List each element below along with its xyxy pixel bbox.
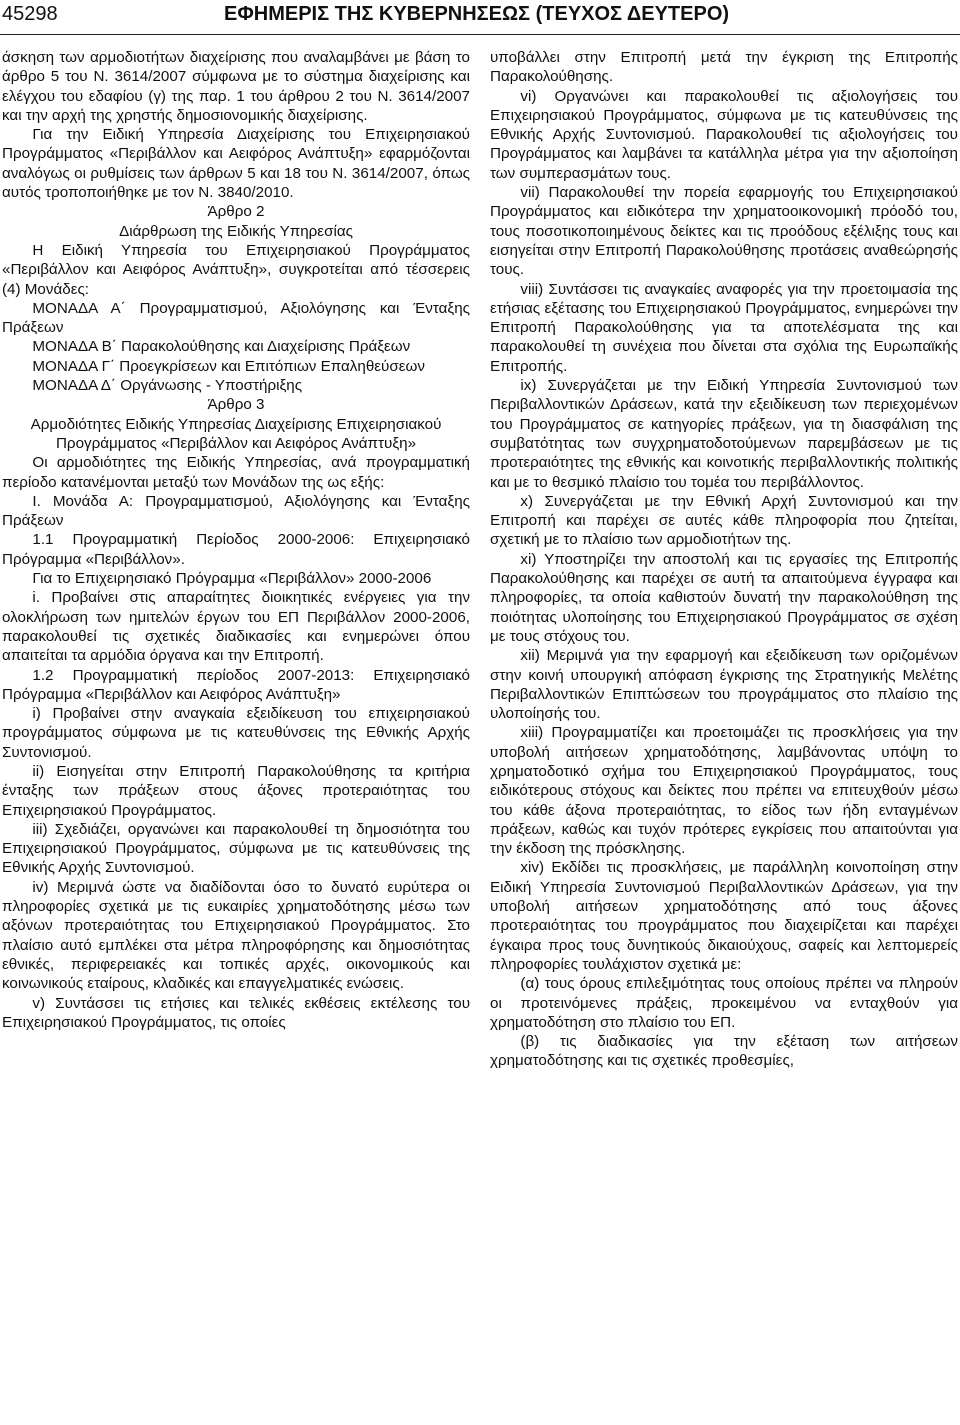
paragraph: Η Ειδική Υπηρεσία του Επιχειρησιακού Προγράμματος «Περιβάλλον και Αειφόρος Ανάπτυξη», συγκροτείται από τέσσερεις (4) Μονάδες: [2,241,470,298]
paragraph: Ι. Μονάδα Α: Προγραμματισμού, Αξιολόγησης και Ένταξης Πράξεων [2,492,470,530]
paragraph: Για το Επιχειρησιακό Πρόγραμμα «Περιβάλλον» 2000-2006 [32,570,432,588]
paragraph: i. Προβαίνει στις απαραίτητες διοικητικές ενέργειες για την ολοκλήρωση των ημιτελών έργων του ΕΠ Περιβάλλον 2000-2006, παρακολουθεί τις σχετικές διαδικασίες και ενημερώνει όπου απαιτείται τα αρμόδια όργανα και την Επιτροπή. [2,589,470,665]
paragraph: 1.2 Προγραμματική περίοδος 2007-2013: Επιχειρησιακό Πρόγραμμα «Περιβάλλον και Αειφόρος Ανάπτυξη» [2,666,470,703]
paragraph: (β) τις διαδικασίες για την εξέταση των αιτήσεων χρηματοδότησης και τις σχετικές προθεσμίες, [490,1033,958,1070]
paragraph: vi) Οργανώνει και παρακολουθεί τις αξιολογήσεις του Επιχειρησιακού Προγράμματος, σύμφωνα με τις κατευθύνσεις της Εθνικής Αρχής Συντονισμού. Παρακολουθεί τις αξιολογήσεις του Προγράμματος και λαμβάνει τα κατάλληλα μέτρα για την αξιοποίηση των συμπερασμάτων τους. [490,87,958,182]
paragraph: vii) Παρακολουθεί την πορεία εφαρμογής του Επιχειρησιακού Προγράμματος και ειδικότερα την χρηματοοικονομική πρόοδό του, τους ποσοτικοποιημένους δείκτες και τις προόδους εξέλιξης τους και εισηγείται στην Επιτροπή Παρακολούθησης προτάσεις αναθεώρησής τους. [490,184,958,279]
paragraph: ii) Εισηγείται στην Επιτροπή Παρακολούθησης τα κριτήρια ένταξης των πράξεων στους άξονες προτεραιότητας του Επιχειρησιακού Προγράμματος. [2,762,470,819]
page-number: 45298 [2,3,58,25]
paragraph: iii) Σχεδιάζει, οργανώνει και παρακολουθεί τη δημοσιότητα του Επιχειρησιακού Προγράμματος, σύμφωνα με τις κατευθύνσεις της Εθνικής Αρχής Συντονισμού. [2,820,470,877]
paragraph: ix) Συνεργάζεται με την Ειδική Υπηρεσία Συντονισμού των Περιβαλλοντικών Δράσεων, κατά την εξειδίκευση των περιεχομένων του Προγράμματος σε κατηγορίες πράξεων, για τη διασφάλιση της συμβατότητας των συγχρηματοδοτούμενων παρεμβάσεων με τις προτεραιότητες της εθνικής και κοινοτικής περιβαλλοντικής πολιτικής και με το θεσμικό πλαίσιο του τομέα του περιβάλλοντος. [490,377,958,491]
section-heading: Διάρθρωση της Ειδικής Υπηρεσίας [119,222,353,240]
left-column [2,48,470,1032]
section-heading: Αρμοδιότητες Ειδικής Υπηρεσίας Διαχείρισης Επιχειρησιακού Προγράμματος «Περιβάλλον και Αειφόρος Ανάπτυξη» [30,415,442,452]
page-header [0,0,960,35]
paragraph: xiii) Προγραμματίζει και προετοιμάζει τις προσκλήσεις για την υποβολή αιτήσεων χρηματοδότησης, λαμβάνοντας υπόψη το χρηματοδοτικό σχήμα του Επιχειρησιακού Προγράμματος, τους ειδικότερους στόχους και δείκτες που πρέπει να επιτευχθούν μέσω του κάθε άξονα προτεραιότητας, το είδος των ήδη ενταγμένων πράξεων, καθώς και τυχόν πρότερες εγκρίσεις που απαιτούνται για την έκδοση της πρόσκλησης. [490,724,958,858]
paragraph: άσκηση των αρμοδιοτήτων διαχείρισης που αναλαμβάνει με βάση το άρθρο 5 του Ν. 3614/2007 σύμφωνα με το σύστημα διαχείρισης και ελέγχου του εδαφίου (γ) της παρ. 1 του άρθρου 2 του Ν. 3614/2007 και την αρχή της χρηστής δημοσιονομικής διαχείρισης. [2,49,470,124]
right-column [490,48,958,1071]
paragraph: viii) Συντάσσει τις αναγκαίες αναφορές για την προετοιμασία της ετήσιας εξέτασης του Επιχειρησιακού Προγράμματος, ενημερώνει την Επιτροπή Παρακολούθησης για τα αποτελέσματα της και παρακολουθεί τη συνέχεια που δίνεται στα σχόλια της Ευρωπαϊκής Επιτροπής. [490,280,958,375]
paragraph: iv) Μεριμνά ώστε να διαδίδονται όσο το δυνατό ευρύτερα οι πληροφορίες σχετικά με τις ευκαιρίες χρηματοδότησης μέσω των αξόνων προτεραιότητας του Επιχειρησιακού Προγράμματος. Στο πλαίσιο αυτό εμπλέκει στα μέτρα πληροφόρησης και δημοσιότητας εθνικές, περιφερειακές και τοπικές αρχές, οικονομικούς και κοινωνικούς εταίρους, κλαδικές και επαγγελματικές ενώσεις. [2,878,470,993]
paragraph: xii) Μεριμνά για την εφαρμογή και εξειδίκευση των οριζομένων στην κοινή υπουργική απόφαση έγκρισης της Στρατηγικής Μελέτης Περιβαλλοντικών Επιπτώσεων του προγράμματος στο πλαίσιο της υλοποίησής του. [490,647,958,723]
section-heading: Άρθρο 2 [207,203,265,221]
paragraph: i) Προβαίνει στην αναγκαία εξειδίκευση του επιχειρησιακού προγράμματος σύμφωνα με τις κατευθύνσεις της Εθνικής Αρχής Συντονισμού. [2,705,470,761]
paragraph: v) Συντάσσει τις ετήσιες και τελικές εκθέσεις εκτέλεσης του Επιχειρησιακού Προγράμματος, τις οποίες [2,994,470,1031]
paragraph: Για την Ειδική Υπηρεσία Διαχείρισης του Επιχειρησιακού Προγράμματος «Περιβάλλον και Αειφόρος Ανάπτυξη» εφαρμόζονται αναλόγως οι ρυθμίσεις των άρθρων 5 και 18 του Ν. 3614/2007, όπως αυτός τροποποιήθηκε με τον Ν. 3840/2010. [2,126,470,202]
paragraph: ΜΟΝΑΔΑ Γ΄ Προεγκρίσεων και Επιτόπιων Επαληθεύσεων [32,357,425,375]
section-heading: Άρθρο 3 [207,396,265,414]
paragraph: ΜΟΝΑΔΑ Δ΄ Οργάνωσης - Υποστήριξης [32,377,303,395]
paragraph: ΜΟΝΑΔΑ Β΄ Παρακολούθησης και Διαχείρισης Πράξεων [32,338,411,356]
journal-title: ΕΦΗΜΕΡΙΣ ΤΗΣ ΚΥΒΕΡΝΗΣΕΩΣ (ΤΕΥΧΟΣ ΔΕΥΤΕΡΟ) [224,3,730,25]
paragraph: 1.1 Προγραμματική Περίοδος 2000-2006: Επιχειρησιακό Πρόγραμμα «Περιβάλλον». [2,531,470,568]
paragraph: ΜΟΝΑΔΑ Α΄ Προγραμματισμού, Αξιολόγησης και Ένταξης Πράξεων [2,299,470,337]
paragraph: υποβάλλει στην Επιτροπή μετά την έγκριση της Επιτροπής Παρακολούθησης. [490,49,958,86]
paragraph: xiv) Εκδίδει τις προσκλήσεις, με παράλληλη κοινοποίηση στην Ειδική Υπηρεσία Συντονισμού Περιβαλλοντικών Δράσεων, για την υποβολή αιτήσεων χρηματοδότησης από τους άξονες προτεραιότητας του προγράμματος που διαχειρίζεται και παρέχει έγκαιρα προς τους δυνητικούς δικαιούχους, σαφείς και λεπτομερείς πληροφορίες τουλάχιστον σχετικά με: [490,859,958,973]
paragraph: (α) τους όρους επιλεξιμότητας τους οποίους πρέπει να πληρούν οι προτεινόμενες πράξεις, προκειμένου να ενταχθούν για χρηματοδότηση στο πλαίσιο του ΕΠ. [490,975,958,1031]
paragraph: xi) Υποστηρίζει την αποστολή και τις εργασίες της Επιτροπής Παρακολούθησης και παρέχει σε αυτή τα απαιτούμενα έγγραφα και πληροφορίες, τα οποία καθιστούν δυνατή την παρακολούθηση της ποιότητας υλοποίησης του Επιχειρησιακού Προγράμματος σε σχέση με τους στόχους του. [490,550,958,645]
paragraph: x) Συνεργάζεται με την Εθνική Αρχή Συντονισμού και την Επιτροπή και παρέχει σε αυτές κάθε πληροφορία που ζητείται, σχετική με το πλαίσιο των αρμοδιοτήτων της. [490,492,958,549]
paragraph: Οι αρμοδιότητες της Ειδικής Υπηρεσίας, ανά προγραμματική περίοδο κατανέμονται μεταξύ των Μονάδων της ως εξής: [2,454,470,491]
